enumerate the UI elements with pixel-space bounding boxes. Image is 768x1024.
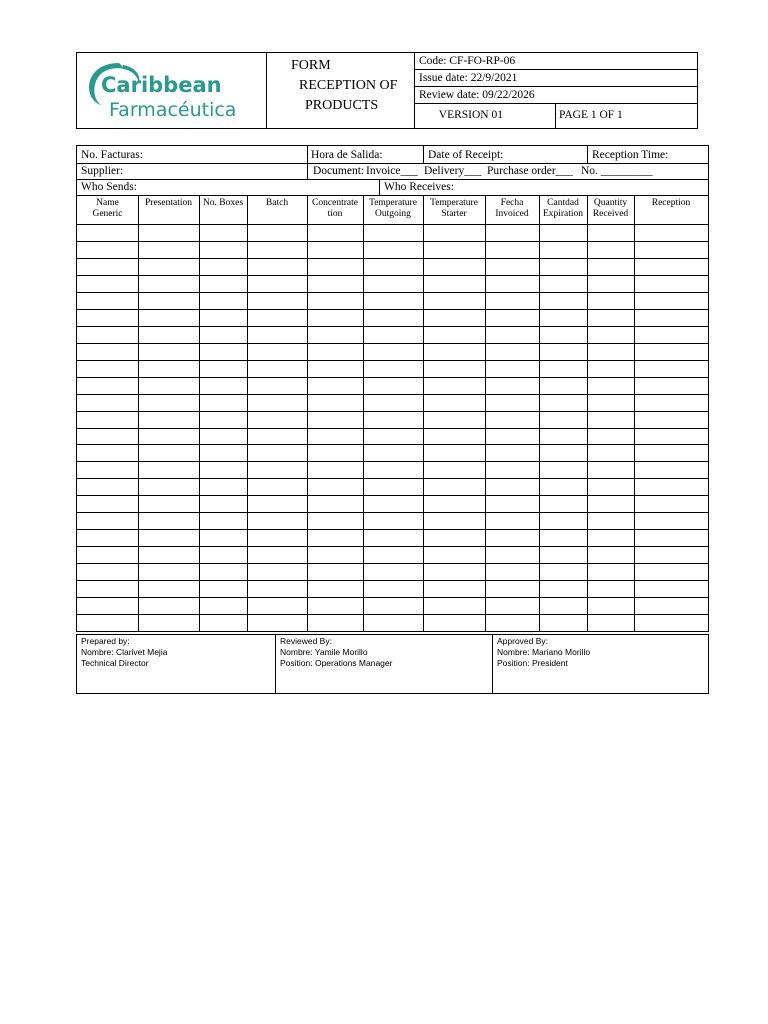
table-row[interactable] bbox=[77, 461, 708, 462]
invoice-numbers-field[interactable]: No. Facturas: bbox=[81, 149, 143, 161]
table-row[interactable] bbox=[77, 343, 708, 344]
prepared-by-position: Technical Director bbox=[81, 658, 149, 668]
version-page-row bbox=[415, 104, 697, 128]
departure-time-field[interactable]: Hora de Salida: bbox=[311, 149, 383, 161]
table-row[interactable] bbox=[77, 495, 708, 496]
table-row[interactable] bbox=[77, 478, 708, 479]
table-row[interactable] bbox=[77, 377, 708, 378]
table-row[interactable] bbox=[77, 444, 708, 445]
column-header bbox=[199, 198, 247, 209]
column-header-line-2: Starter bbox=[441, 209, 467, 219]
column-header-line-1: Batch bbox=[265, 198, 289, 208]
column-header bbox=[307, 198, 363, 220]
reviewed-by-name: Nombre: Yamile Morillo bbox=[280, 647, 368, 657]
column-header bbox=[138, 198, 199, 209]
column-header-line-1: Quantity bbox=[593, 198, 628, 208]
document-label: Document: bbox=[313, 165, 365, 177]
invoice-option[interactable]: Invoice___ bbox=[366, 165, 418, 177]
column-header-line-1: Fecha bbox=[500, 198, 524, 208]
table-row[interactable] bbox=[77, 529, 708, 530]
approved-by-label: Approved By: bbox=[497, 636, 549, 646]
table-row[interactable] bbox=[77, 275, 708, 276]
table-row[interactable] bbox=[77, 292, 708, 293]
column-header-line-1: Concentrate bbox=[312, 198, 358, 208]
column-header-line-2: Expiration bbox=[542, 209, 584, 219]
prepared-by-label: Prepared by: bbox=[81, 636, 130, 646]
column-header-line-2: Received bbox=[592, 209, 629, 219]
column-header bbox=[77, 198, 138, 220]
form-title-line-2: RECEPTION OF bbox=[299, 78, 398, 93]
table-row[interactable] bbox=[77, 326, 708, 327]
approved-by-name: Nombre: Mariano Morillo bbox=[497, 647, 591, 657]
page-number: PAGE 1 OF 1 bbox=[559, 109, 623, 121]
document-number-field[interactable]: No. _________ bbox=[581, 165, 653, 177]
column-header-line-2: Generic bbox=[92, 209, 123, 219]
logo-text-farmaceutica: Farmacéutica bbox=[109, 99, 237, 121]
column-header-line-1: Cantdad bbox=[547, 198, 579, 208]
table-row[interactable] bbox=[77, 258, 708, 259]
delivery-option[interactable]: Delivery___ bbox=[424, 165, 482, 177]
table-row[interactable] bbox=[77, 512, 708, 513]
logo-text-caribbean: Caribbean bbox=[101, 73, 222, 97]
document-code: Code: CF-FO-RP-06 bbox=[415, 53, 697, 70]
table-row[interactable] bbox=[77, 614, 708, 615]
column-header-line-2: tion bbox=[327, 209, 343, 219]
table-row[interactable] bbox=[77, 428, 708, 429]
column-header-line-1: Temperature bbox=[369, 198, 417, 208]
purchase-order-option[interactable]: Purchase order___ bbox=[487, 165, 573, 177]
reviewed-by-block bbox=[276, 635, 493, 693]
column-header-line-1: Name bbox=[96, 198, 119, 208]
form-title-line-3: PRODUCTS bbox=[305, 98, 379, 113]
column-header bbox=[423, 198, 485, 220]
table-row[interactable] bbox=[77, 394, 708, 395]
column-header-line-2: Invoiced bbox=[495, 209, 529, 219]
receipt-date-field[interactable]: Date of Receipt: bbox=[428, 149, 504, 161]
table-row[interactable] bbox=[77, 597, 708, 598]
prepared-by-name: Nombre: Clarivet Mejia bbox=[81, 647, 168, 657]
document-metadata bbox=[415, 53, 697, 128]
table-row[interactable] bbox=[77, 241, 708, 242]
approval-signatures bbox=[76, 634, 709, 694]
issue-date: Issue date: 22/9/2021 bbox=[415, 70, 697, 87]
table-row[interactable] bbox=[77, 411, 708, 412]
column-header bbox=[247, 198, 307, 209]
review-date: Review date: 09/22/2026 bbox=[415, 87, 697, 104]
prepared-by-block bbox=[77, 635, 276, 693]
form-header bbox=[76, 52, 698, 129]
column-header-line-1: Reception bbox=[651, 198, 691, 208]
form-title-cell bbox=[267, 53, 415, 128]
column-header-line-1: Presentation bbox=[145, 198, 192, 208]
who-sends-field[interactable]: Who Sends: bbox=[81, 181, 137, 193]
column-header-line-2: Outgoing bbox=[375, 209, 411, 219]
reviewed-by-label: Reviewed By: bbox=[280, 636, 332, 646]
table-row[interactable] bbox=[77, 563, 708, 564]
column-header bbox=[539, 198, 587, 220]
column-header-line-1: No. Boxes bbox=[202, 198, 244, 208]
table-row[interactable] bbox=[77, 580, 708, 581]
column-header bbox=[363, 198, 423, 220]
column-header bbox=[634, 198, 708, 209]
supplier-field[interactable]: Supplier: bbox=[81, 165, 124, 177]
approved-by-position: Position: President bbox=[497, 658, 568, 668]
company-logo bbox=[77, 53, 267, 128]
approved-by-block bbox=[493, 635, 708, 693]
table-row[interactable] bbox=[77, 546, 708, 547]
column-header bbox=[485, 198, 539, 220]
who-receives-field[interactable]: Who Receives: bbox=[384, 181, 454, 193]
table-row[interactable] bbox=[77, 360, 708, 361]
column-header-line-1: Temperature bbox=[430, 198, 478, 208]
reception-time-field[interactable]: Reception Time: bbox=[592, 149, 669, 161]
table-row[interactable] bbox=[77, 309, 708, 310]
column-header bbox=[587, 198, 634, 220]
reception-table bbox=[76, 145, 709, 632]
version-label: VERSION 01 bbox=[415, 104, 556, 128]
reviewed-by-position: Position: Operations Manager bbox=[280, 658, 393, 668]
form-title-line-1: FORM bbox=[291, 58, 331, 73]
